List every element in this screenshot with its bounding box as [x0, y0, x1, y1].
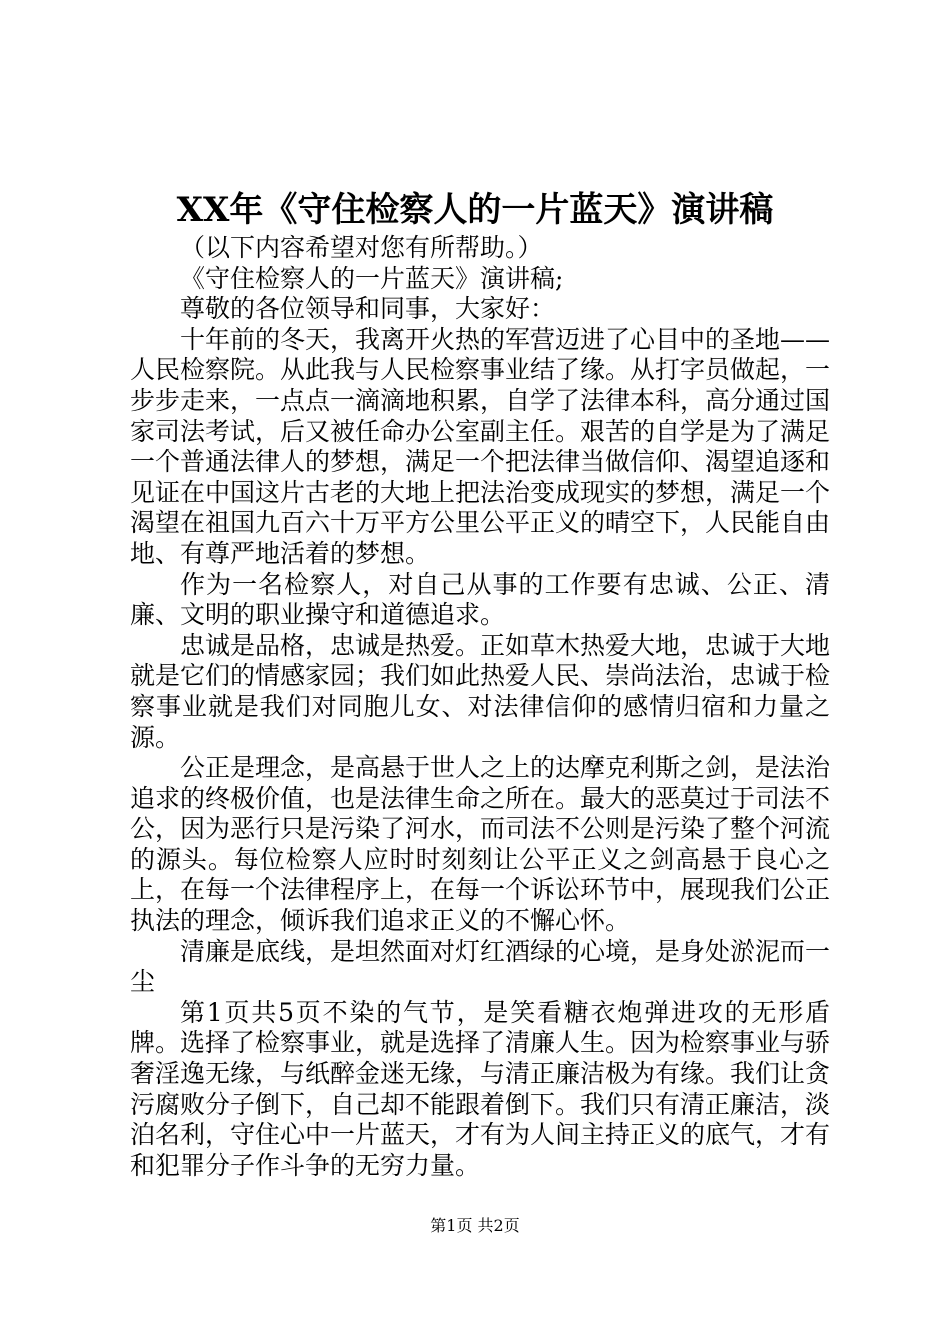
document-title: XX年《守住检察人的一片蓝天》演讲稿 [176, 190, 774, 230]
salutation: 尊敬的各位领导和同事，大家好： [180, 294, 556, 324]
paragraph-integrity-continued [130, 998, 830, 1182]
paragraph-ethics: 作为一名检察人，对自己从事的工作要有忠诚、公正、清廉、文明的职业操守和道德追求。 [130, 569, 830, 630]
inline-page-marker: 第1页共5页 [180, 997, 323, 1027]
paragraph-justice: 公正是理念，是高悬于世人之上的达摩克利斯之剑，是法治追求的终极价值，也是法律生命之所在。最大的恶莫过于司法不公，因为恶行只是污染了河水，而司法不公则是污染了整个河流的源头。每位检察人应时时刻刻让公平正义之剑高悬于良心之上，在每一个法律程序上，在每一个诉讼环节中，展现我们公正执法的理念，倾诉我们追求正义的不懈心怀。 [130, 753, 831, 936]
paragraph-career: 十年前的冬天，我离开火热的军营迈进了心目中的圣地——人民检察院。从此我与人民检察事业结了缘。从打字员做起，一步步走来，一点点一滴滴地积累，自学了法律本科，高分通过国家司法考试，后又被任命办公室副主任。艰苦的自学是为了满足一个普通法律人的梦想，满足一个把法律当做信仰、渴望追逐和见证在中国这片古老的大地上把法治变成现实的梦想，满足一个渴望在祖国九百六十万平方公里公平正义的晴空下，人民能自由地、有尊严地活着的梦想。 [130, 324, 831, 568]
paragraph-integrity-start: 清廉是底线，是坦然面对灯红酒绿的心境，是身处淤泥而一尘 [130, 936, 831, 997]
document-body [130, 233, 830, 1181]
continuation-text: 不染的气节，是笑看糖衣炮弹进攻的无形盾牌。选择了检察事业，就是选择了清廉人生。因为检察事业与骄奢淫逸无缘，与纸醉金迷无缘，与清正廉洁极为有缘。我们让贪污腐败分子倒下，自己却不能跟着倒下。我们只有清正廉洁，淡泊名利，守住心中一片蓝天，才有为人间主持正义的底气，才有和犯罪分子作斗争的无穷力量。 [130, 997, 831, 1180]
page-footer: 第1页 共2页 [430, 1216, 520, 1235]
intro-note: （以下内容希望对您有所帮助。） [180, 233, 543, 262]
paragraph-loyalty: 忠诚是品格，忠诚是热爱。正如草木热爱大地，忠诚于大地就是它们的情感家园；我们如此热爱人民、崇尚法治，忠诚于检察事业就是我们对同胞儿女、对法律信仰的感情归宿和力量之源。 [130, 630, 831, 752]
speech-title-line: 《守住检察人的一片蓝天》演讲稿; [180, 263, 564, 293]
